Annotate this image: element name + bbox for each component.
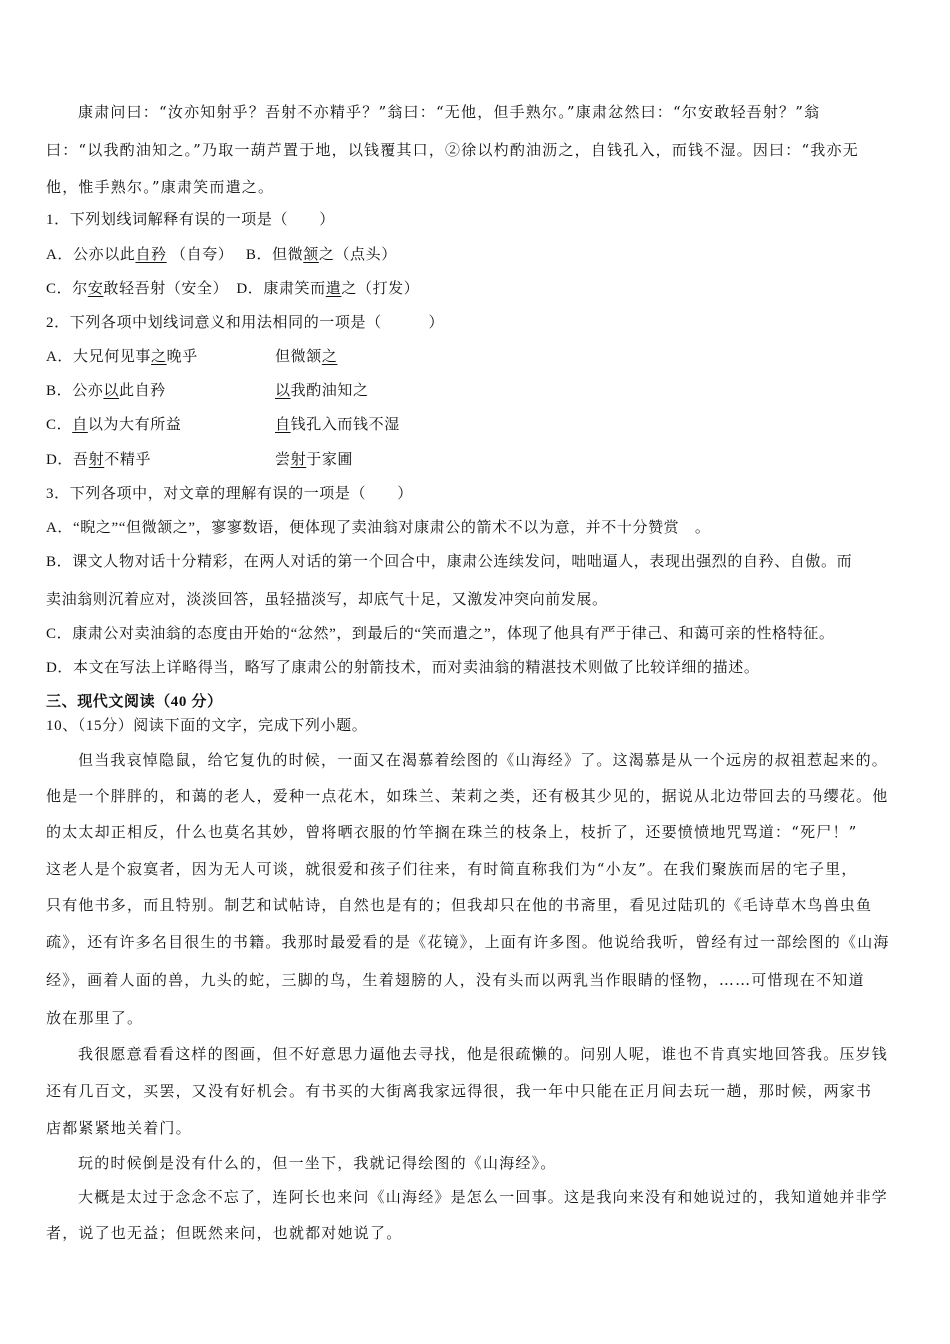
passage-line-1: 康肃问曰：“汝亦知射乎？吾射不亦精乎？”翁曰：“无他，但手熟尔。”康肃忿然曰：“尔安敢轻吾射？”翁 <box>78 103 821 121</box>
q1-c-pre: C．尔 <box>46 281 88 297</box>
passage-line-3: 他，惟手熟尔。”康肃笑而遣之。 <box>46 178 275 196</box>
q3-option-a: A．“睨之”“但微颔之”，寥寥数语，便体现了卖油翁对康肃公的箭术不以为意，并不十分赞赏 。 <box>46 520 711 536</box>
q2-c-left-underline: 自 <box>72 417 88 433</box>
q1-a-pre: A．公亦以此 <box>46 247 136 263</box>
q2-d-right-underline: 射 <box>290 452 307 468</box>
q2-d-right-pre: 尝 <box>275 452 291 468</box>
q1-b-post: 之（点头） <box>318 247 397 263</box>
q2-b-left-underline: 以 <box>103 383 120 399</box>
q2-option-b <box>46 381 916 401</box>
q2-b-right <box>275 381 369 401</box>
q1-a-post: （自夸） B．但微 <box>166 247 304 263</box>
modern-line-1: 但当我哀悼隐鼠，给它复仇的时候，一面又在渴慕着绘图的《山海经》了。这渴慕是从一个远房的叔祖惹起来的。 <box>78 751 889 769</box>
modern-line-13: 大概是太过于念念不忘了，连阿长也来问《山海经》是怎么一回事。这是我向来没有和她说过的，我知道她并非学 <box>78 1188 889 1206</box>
q2-a-right-underline: 之 <box>321 349 338 365</box>
q10-stem: 10、（15分）阅读下面的文字，完成下列小题。 <box>46 718 368 734</box>
q2-d-left-post: 不精乎 <box>104 452 152 468</box>
q2-option-a <box>46 347 916 367</box>
modern-line-7: 经》，画着人面的兽，九头的蛇，三脚的鸟，生着翅膀的人，没有头而以两乳当作眼睛的怪物，……可惜现在不知道 <box>46 971 865 989</box>
q2-a-right-pre: 但微颔 <box>275 349 322 365</box>
modern-line-9: 我很愿意看看这样的图画，但不好意思力逼他去寻找，他是很疏懒的。问别人呢，谁也不肯真实地回答我。压岁钱 <box>78 1045 889 1063</box>
q2-a-left-pre: A．大兄何见事 <box>46 349 152 365</box>
modern-line-12: 玩的时候倒是没有什么的，但一坐下，我就记得绘图的《山海经》。 <box>78 1154 557 1172</box>
modern-line-11: 店都紧紧地关着门。 <box>46 1119 192 1137</box>
q2-c-right-post: 钱孔入而钱不湿 <box>290 417 400 433</box>
modern-line-3: 的太太却正相反，什么也莫名其妙，曾将晒衣服的竹竿搁在珠兰的枝条上，枝折了，还要愤愤地咒骂道：“死尸！” <box>46 823 858 841</box>
q1-d-post: 之（打发） <box>341 281 420 297</box>
modern-line-6: 疏》，还有许多名目很生的书籍。我那时最爱看的是《花镜》，上面有许多图。他说给我听，曾经有过一部绘图的《山海 <box>46 933 890 951</box>
modern-line-5: 只有他书多，而且特别。制艺和试帖诗，自然也是有的；但我却只在他的书斋里，看见过陆玑的《毛诗草木鸟兽虫鱼 <box>46 896 873 914</box>
q2-option-c <box>46 415 916 435</box>
q3-option-c: C．康肃公对卖油翁的态度由开始的“忿然”，到最后的“笑而遣之”，体现了他具有严于律己、和蔼可亲的性格特征。 <box>46 626 835 642</box>
q3-option-d: D．本文在写法上详略得当，略写了康肃公的射箭技术，而对卖油翁的精湛技术则做了比较详细的描述。 <box>46 660 760 676</box>
q1-options-cd <box>46 279 916 299</box>
q2-c-right <box>275 415 400 435</box>
q2-d-left-underline: 射 <box>88 452 105 468</box>
q3-option-b-line-1: B．课文人物对话十分精彩，在两人对话的第一个回合中，康肃公连续发问，咄咄逼人，表现出强烈的自矜、自傲。而 <box>46 554 853 570</box>
q2-b-right-post: 我酌油知之 <box>290 383 369 399</box>
passage-line-2: 曰：“以我酌油知之。”乃取一葫芦置于地，以钱覆其口，②徐以杓酌油沥之，自钱孔入，而钱不湿。因曰：“我亦无 <box>46 141 859 159</box>
q2-d-left-pre: D．吾 <box>46 452 89 468</box>
q1-options-ab <box>46 245 916 265</box>
q3-option-b-line-2: 卖油翁则沉着应对，淡淡回答，虽轻描淡写，却底气十足，又激发冲突向前发展。 <box>46 592 608 608</box>
q2-c-left-post: 以为大有所益 <box>87 417 182 433</box>
q2-a-left-underline: 之 <box>151 349 167 365</box>
q2-d-right-post: 于家圃 <box>306 452 354 468</box>
q1-a-underline: 自矜 <box>135 247 167 263</box>
q1-d-underline: 遣 <box>325 281 342 297</box>
section-title: 三、现代文阅读（40 分） <box>46 694 223 710</box>
q2-a-right <box>275 347 337 367</box>
q3-stem: 3．下列各项中，对文章的理解有误的一项是（ ） <box>46 486 413 502</box>
q2-b-right-underline: 以 <box>275 383 291 399</box>
q1-stem: 1．下列划线词解释有误的一项是（ ） <box>46 212 335 228</box>
modern-line-14: 者，说了也无益；但既然来问，也就都对她说了。 <box>46 1224 403 1242</box>
q1-c-underline: 安 <box>87 281 104 297</box>
modern-line-10: 还有几百文，买罢，又没有好机会。有书买的大街离我家远得很，我一年中只能在正月间去玩一趟，那时候，两家书 <box>46 1082 873 1100</box>
modern-line-8: 放在那里了。 <box>46 1009 144 1027</box>
q2-stem: 2．下列各项中划线词意义和用法相同的一项是（ ） <box>46 315 445 331</box>
q2-b-left-pre: B．公亦 <box>46 383 104 399</box>
q2-c-right-underline: 自 <box>275 417 291 433</box>
q1-b-underline: 颔 <box>303 247 319 263</box>
modern-line-4: 这老人是个寂寞者，因为无人可谈，就很爱和孩子们往来，有时简直称我们为“小友”。在我们聚族而居的宅子里， <box>46 860 858 878</box>
q2-c-left-pre: C． <box>46 417 73 433</box>
q1-c-post: 敢轻吾射（安全） D．康肃笑而 <box>103 281 326 297</box>
modern-line-2: 他是一个胖胖的，和蔼的老人，爱种一点花木，如珠兰、茉莉之类，还有极其少见的，据说从北边带回去的马缨花。他 <box>46 787 889 805</box>
q2-a-left-post: 晚乎 <box>166 349 198 365</box>
q2-option-d <box>46 450 916 470</box>
q2-d-right <box>275 450 353 470</box>
q2-b-left-post: 此自矜 <box>119 383 166 399</box>
